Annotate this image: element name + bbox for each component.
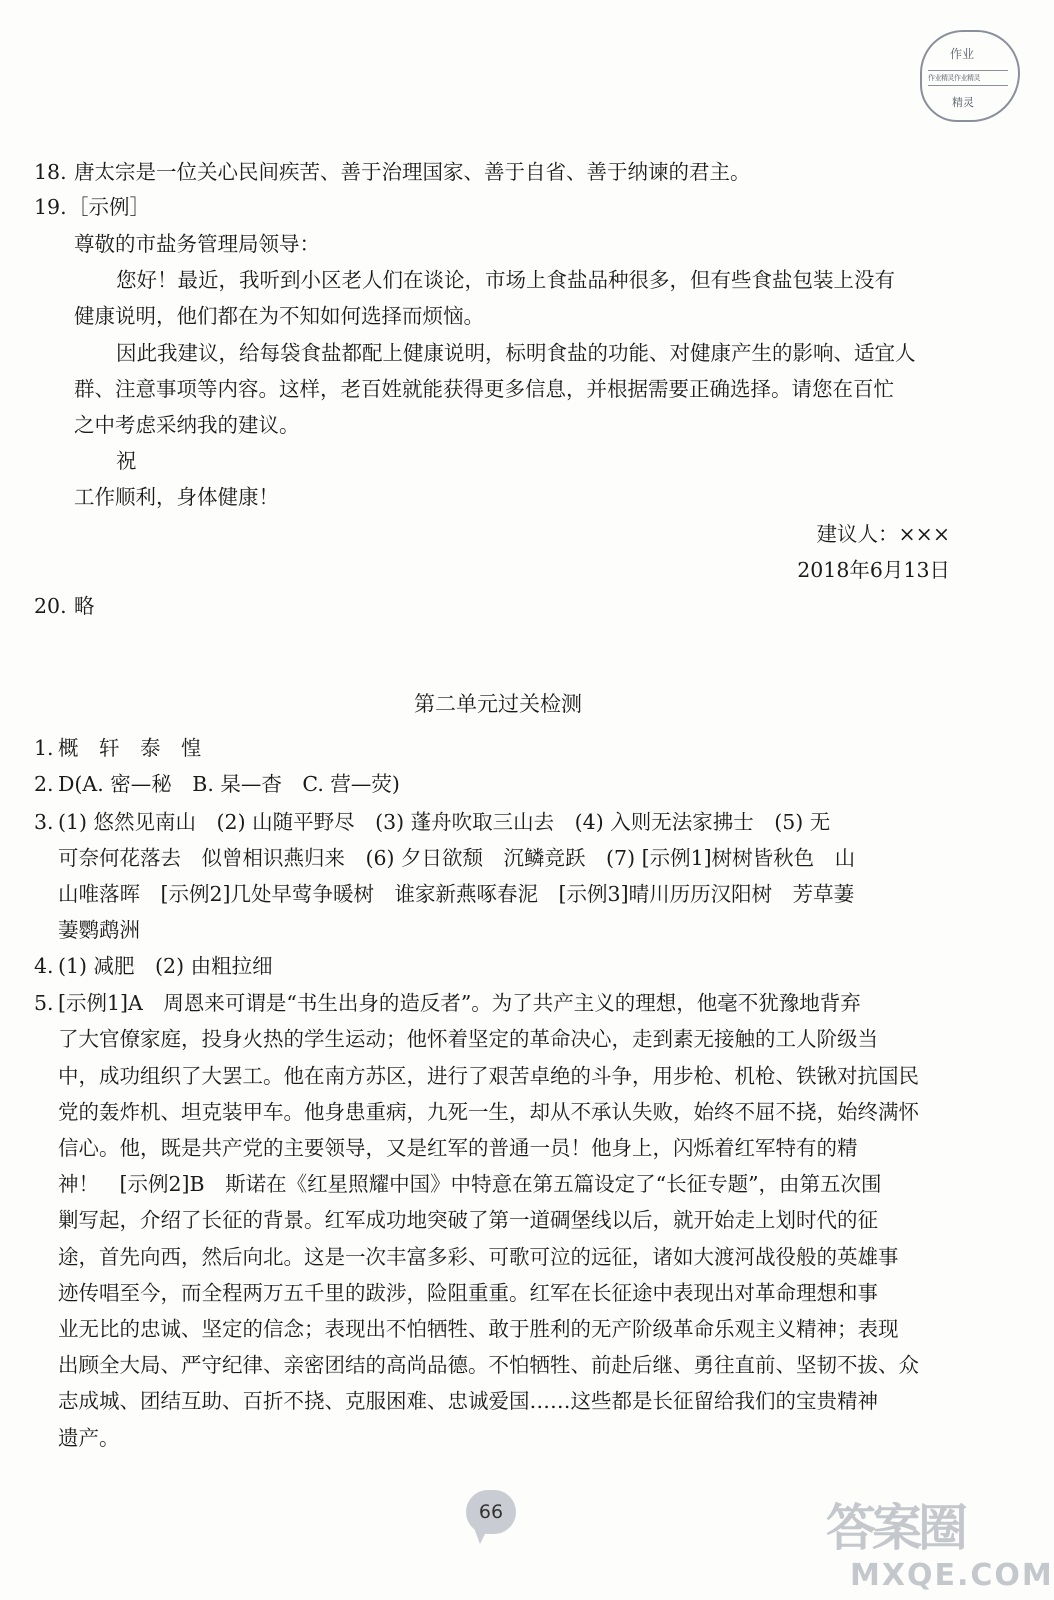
a1-number: 1. xyxy=(34,736,54,760)
a3-number: 3. xyxy=(34,810,54,834)
a5-line-10: 业无比的忠诚、坚定的信念；表现出不怕牺牲、敢于胜利的无产阶级革命乐观主义精神；表现 xyxy=(58,1317,899,1341)
q20-answer: 略 xyxy=(74,594,95,618)
a3-line-3: 山唯落晖 [示例2]几处早莺争暖树 谁家新燕啄春泥 [示例3]晴川历历汉阳树 芳草萋 xyxy=(58,882,855,906)
stamp-text-bottom: 精灵 xyxy=(952,96,974,109)
a3-line-1: (1) 悠然见南山 (2) 山随平野尽 (3) 蓬舟吹取三山去 (4) 入则无法家拂士 (5) 无 xyxy=(58,810,831,834)
a5-line-4: 党的轰炸机、坦克装甲车。他身患重病，九死一生，却从不承认失败，始终不屈不挠，始终满怀 xyxy=(58,1100,919,1124)
letter-signer: 建议人：××× xyxy=(816,522,950,546)
stamp-logo xyxy=(920,30,1020,122)
a3-line-2: 可奈何花落去 似曾相识燕归来 (6) 夕日欲颓 沉鳞竞跃 (7) [示例1]树树皆秋色 山 xyxy=(58,846,856,870)
a5-line-6: 神！ [示例2]B 斯诺在《红星照耀中国》中特意在第五篇设定了“长征专题”，由第五次围 xyxy=(58,1172,882,1196)
section-title: 第二单元过关检测 xyxy=(414,692,582,716)
watermark-logo xyxy=(820,1488,1054,1600)
a5-line-9: 迹传唱至今，而全程两万五千里的跋涉，险阻重重。红军在长征途中表现出对革命理想和事 xyxy=(58,1281,878,1305)
letter-closing-1: 祝 xyxy=(116,449,137,473)
a1-answer: 概 轩 泰 惶 xyxy=(58,736,202,760)
letter-salutation: 尊敬的市盐务管理局领导： xyxy=(74,232,320,256)
a5-line-7: 剿写起，介绍了长征的背景。红军成功地突破了第一道碉堡线以后，就开始走上划时代的征 xyxy=(58,1208,878,1232)
q20-number: 20. xyxy=(34,594,67,618)
letter-paragraph-1-line-2: 健康说明，他们都在为不知如何选择而烦恼。 xyxy=(74,304,484,328)
a5-line-3: 中，成功组织了大罢工。他在南方苏区，进行了艰苦卓绝的斗争，用步枪、机枪、铁锹对抗国民 xyxy=(58,1064,919,1088)
a5-line-1: [示例1]A 周恩来可谓是“书生出身的造反者”。为了共产主义的理想，他毫不犹豫地背弃 xyxy=(58,991,861,1015)
a4-answer: (1) 减肥 (2) 由粗拉细 xyxy=(58,954,273,978)
letter-date: 2018年6月13日 xyxy=(797,558,950,582)
a5-number: 5. xyxy=(34,991,54,1015)
q18-answer: 唐太宗是一位关心民间疾苦、善于治理国家、善于自省、善于纳谏的君主。 xyxy=(74,160,751,184)
q19-number: 19. xyxy=(34,195,67,219)
letter-paragraph-2-line-2: 群、注意事项等内容。这样，老百姓就能获得更多信息，并根据需要正确选择。请您在百忙 xyxy=(74,377,894,401)
a2-number: 2. xyxy=(34,772,54,796)
q18-number: 18. xyxy=(34,160,67,184)
a5-line-8: 途，首先向西，然后向北。这是一次丰富多彩、可歌可泣的远征，诸如大渡河战役般的英雄事 xyxy=(58,1245,899,1269)
a5-line-13: 遗产。 xyxy=(58,1426,120,1450)
a3-line-4: 萋鹦鹉洲 xyxy=(58,918,140,942)
a4-number: 4. xyxy=(34,954,54,978)
watermark-domain: MXQE.COM xyxy=(850,1558,1054,1593)
a2-answer: D(A. 密—秘 B. 杲—杳 C. 营—荧) xyxy=(58,772,400,796)
page-number: 66 xyxy=(466,1490,516,1534)
a5-line-12: 志成城、团结互助、百折不挠、克服困难、忠诚爱国……这些都是长征留给我们的宝贵精神 xyxy=(58,1389,878,1413)
letter-paragraph-1-line-1: 您好！最近，我听到小区老人们在谈论，市场上食盐品种很多，但有些食盐包装上没有 xyxy=(116,268,895,292)
stamp-text-middle: 作业精灵作业精灵 xyxy=(928,70,1008,86)
q19-label: ［示例］ xyxy=(68,195,150,219)
watermark-brand: 答案圈 xyxy=(826,1499,964,1557)
letter-closing-2: 工作顺利，身体健康！ xyxy=(74,485,279,509)
a5-line-5: 信心。他，既是共产党的主要领导，又是红军的普通一员！他身上，闪烁着红军特有的精 xyxy=(58,1136,858,1160)
stamp-text-top: 作业 xyxy=(950,47,975,61)
letter-paragraph-2-line-3: 之中考虑采纳我的建议。 xyxy=(74,413,300,437)
a5-line-2: 了大官僚家庭，投身火热的学生运动；他怀着坚定的革命决心，走到素无接触的工人阶级当 xyxy=(58,1027,878,1051)
letter-paragraph-2-line-1: 因此我建议，给每袋食盐都配上健康说明，标明食盐的功能、对健康产生的影响、适宜人 xyxy=(116,341,916,365)
a5-line-11: 出顾全大局、严守纪律、亲密团结的高尚品德。不怕牺牲、前赴后继、勇往直前、坚韧不拔、众 xyxy=(58,1353,919,1377)
